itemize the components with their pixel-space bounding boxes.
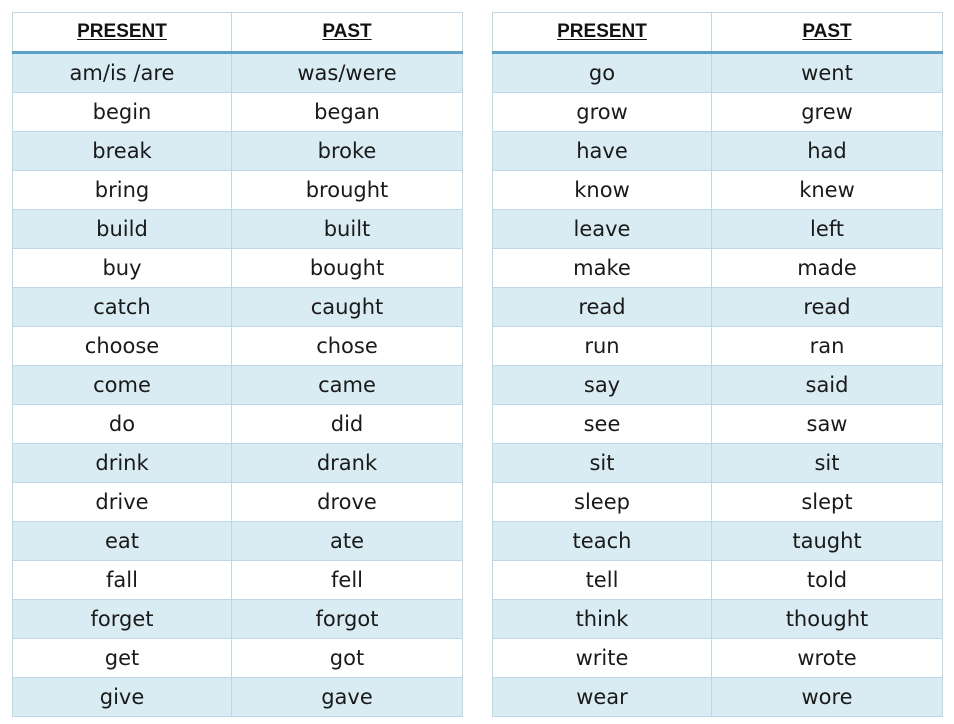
past-tense-cell: got (232, 639, 463, 678)
present-tense-cell: grow (493, 93, 712, 132)
present-tense-cell: catch (13, 288, 232, 327)
table-row (493, 288, 943, 327)
past-tense-cell: told (712, 561, 943, 600)
table-row (13, 171, 463, 210)
past-tense-cell: ran (712, 327, 943, 366)
verb-table-left (12, 12, 463, 717)
table-row (493, 561, 943, 600)
past-tense-cell: slept (712, 483, 943, 522)
table-row (493, 171, 943, 210)
past-tense-cell: forgot (232, 600, 463, 639)
past-tense-cell: built (232, 210, 463, 249)
past-tense-cell: ate (232, 522, 463, 561)
present-tense-cell: read (493, 288, 712, 327)
past-tense-cell: drank (232, 444, 463, 483)
table-header-row (493, 13, 943, 53)
table-row (13, 288, 463, 327)
present-tense-cell: run (493, 327, 712, 366)
column-header-present: PRESENT (13, 13, 232, 53)
past-tense-cell: said (712, 366, 943, 405)
table-row (493, 93, 943, 132)
table-body (13, 53, 463, 717)
present-tense-cell: fall (13, 561, 232, 600)
present-tense-cell: tell (493, 561, 712, 600)
present-tense-cell: think (493, 600, 712, 639)
present-tense-cell: know (493, 171, 712, 210)
past-tense-cell: grew (712, 93, 943, 132)
past-tense-cell: read (712, 288, 943, 327)
past-tense-cell: taught (712, 522, 943, 561)
table-row (13, 249, 463, 288)
present-tense-cell: leave (493, 210, 712, 249)
table-row (493, 405, 943, 444)
past-tense-cell: drove (232, 483, 463, 522)
table-row (13, 639, 463, 678)
present-tense-cell: write (493, 639, 712, 678)
table-row (13, 366, 463, 405)
present-tense-cell: begin (13, 93, 232, 132)
present-tense-cell: sit (493, 444, 712, 483)
table-row (493, 522, 943, 561)
column-header-past: PAST (712, 13, 943, 53)
present-tense-cell: have (493, 132, 712, 171)
table-row (493, 53, 943, 93)
verb-table-right (492, 12, 943, 717)
present-tense-cell: wear (493, 678, 712, 717)
present-tense-cell: forget (13, 600, 232, 639)
present-tense-cell: build (13, 210, 232, 249)
table-row (13, 210, 463, 249)
present-tense-cell: drink (13, 444, 232, 483)
column-header-present: PRESENT (493, 13, 712, 53)
present-tense-cell: come (13, 366, 232, 405)
column-header-past: PAST (232, 13, 463, 53)
past-tense-cell: wore (712, 678, 943, 717)
table-header-row (13, 13, 463, 53)
past-tense-cell: broke (232, 132, 463, 171)
present-tense-cell: drive (13, 483, 232, 522)
present-tense-cell: go (493, 53, 712, 93)
present-tense-cell: get (13, 639, 232, 678)
table-row (13, 405, 463, 444)
table-row (13, 93, 463, 132)
past-tense-cell: brought (232, 171, 463, 210)
past-tense-cell: thought (712, 600, 943, 639)
past-tense-cell: left (712, 210, 943, 249)
present-tense-cell: am/is /are (13, 53, 232, 93)
past-tense-cell: had (712, 132, 943, 171)
table-row (13, 561, 463, 600)
past-tense-cell: fell (232, 561, 463, 600)
table-row (493, 366, 943, 405)
table-row (493, 327, 943, 366)
present-tense-cell: choose (13, 327, 232, 366)
table-row (13, 678, 463, 717)
table-row (13, 483, 463, 522)
past-tense-cell: wrote (712, 639, 943, 678)
table-row (493, 444, 943, 483)
table-row (13, 444, 463, 483)
present-tense-cell: give (13, 678, 232, 717)
present-tense-cell: say (493, 366, 712, 405)
table-row (13, 600, 463, 639)
past-tense-cell: sit (712, 444, 943, 483)
present-tense-cell: teach (493, 522, 712, 561)
table-row (493, 132, 943, 171)
present-tense-cell: buy (13, 249, 232, 288)
present-tense-cell: bring (13, 171, 232, 210)
present-tense-cell: make (493, 249, 712, 288)
table-row (13, 132, 463, 171)
table-row (493, 249, 943, 288)
present-tense-cell: break (13, 132, 232, 171)
table-row (493, 600, 943, 639)
past-tense-cell: made (712, 249, 943, 288)
table-row (493, 639, 943, 678)
past-tense-cell: bought (232, 249, 463, 288)
present-tense-cell: see (493, 405, 712, 444)
past-tense-cell: did (232, 405, 463, 444)
present-tense-cell: sleep (493, 483, 712, 522)
past-tense-cell: chose (232, 327, 463, 366)
past-tense-cell: saw (712, 405, 943, 444)
past-tense-cell: began (232, 93, 463, 132)
table-row (493, 210, 943, 249)
past-tense-cell: went (712, 53, 943, 93)
past-tense-cell: caught (232, 288, 463, 327)
present-tense-cell: eat (13, 522, 232, 561)
table-row (13, 327, 463, 366)
past-tense-cell: came (232, 366, 463, 405)
table-body (493, 53, 943, 717)
table-row (13, 53, 463, 93)
present-tense-cell: do (13, 405, 232, 444)
past-tense-cell: was/were (232, 53, 463, 93)
table-row (493, 678, 943, 717)
past-tense-cell: knew (712, 171, 943, 210)
table-row (13, 522, 463, 561)
table-row (493, 483, 943, 522)
past-tense-cell: gave (232, 678, 463, 717)
